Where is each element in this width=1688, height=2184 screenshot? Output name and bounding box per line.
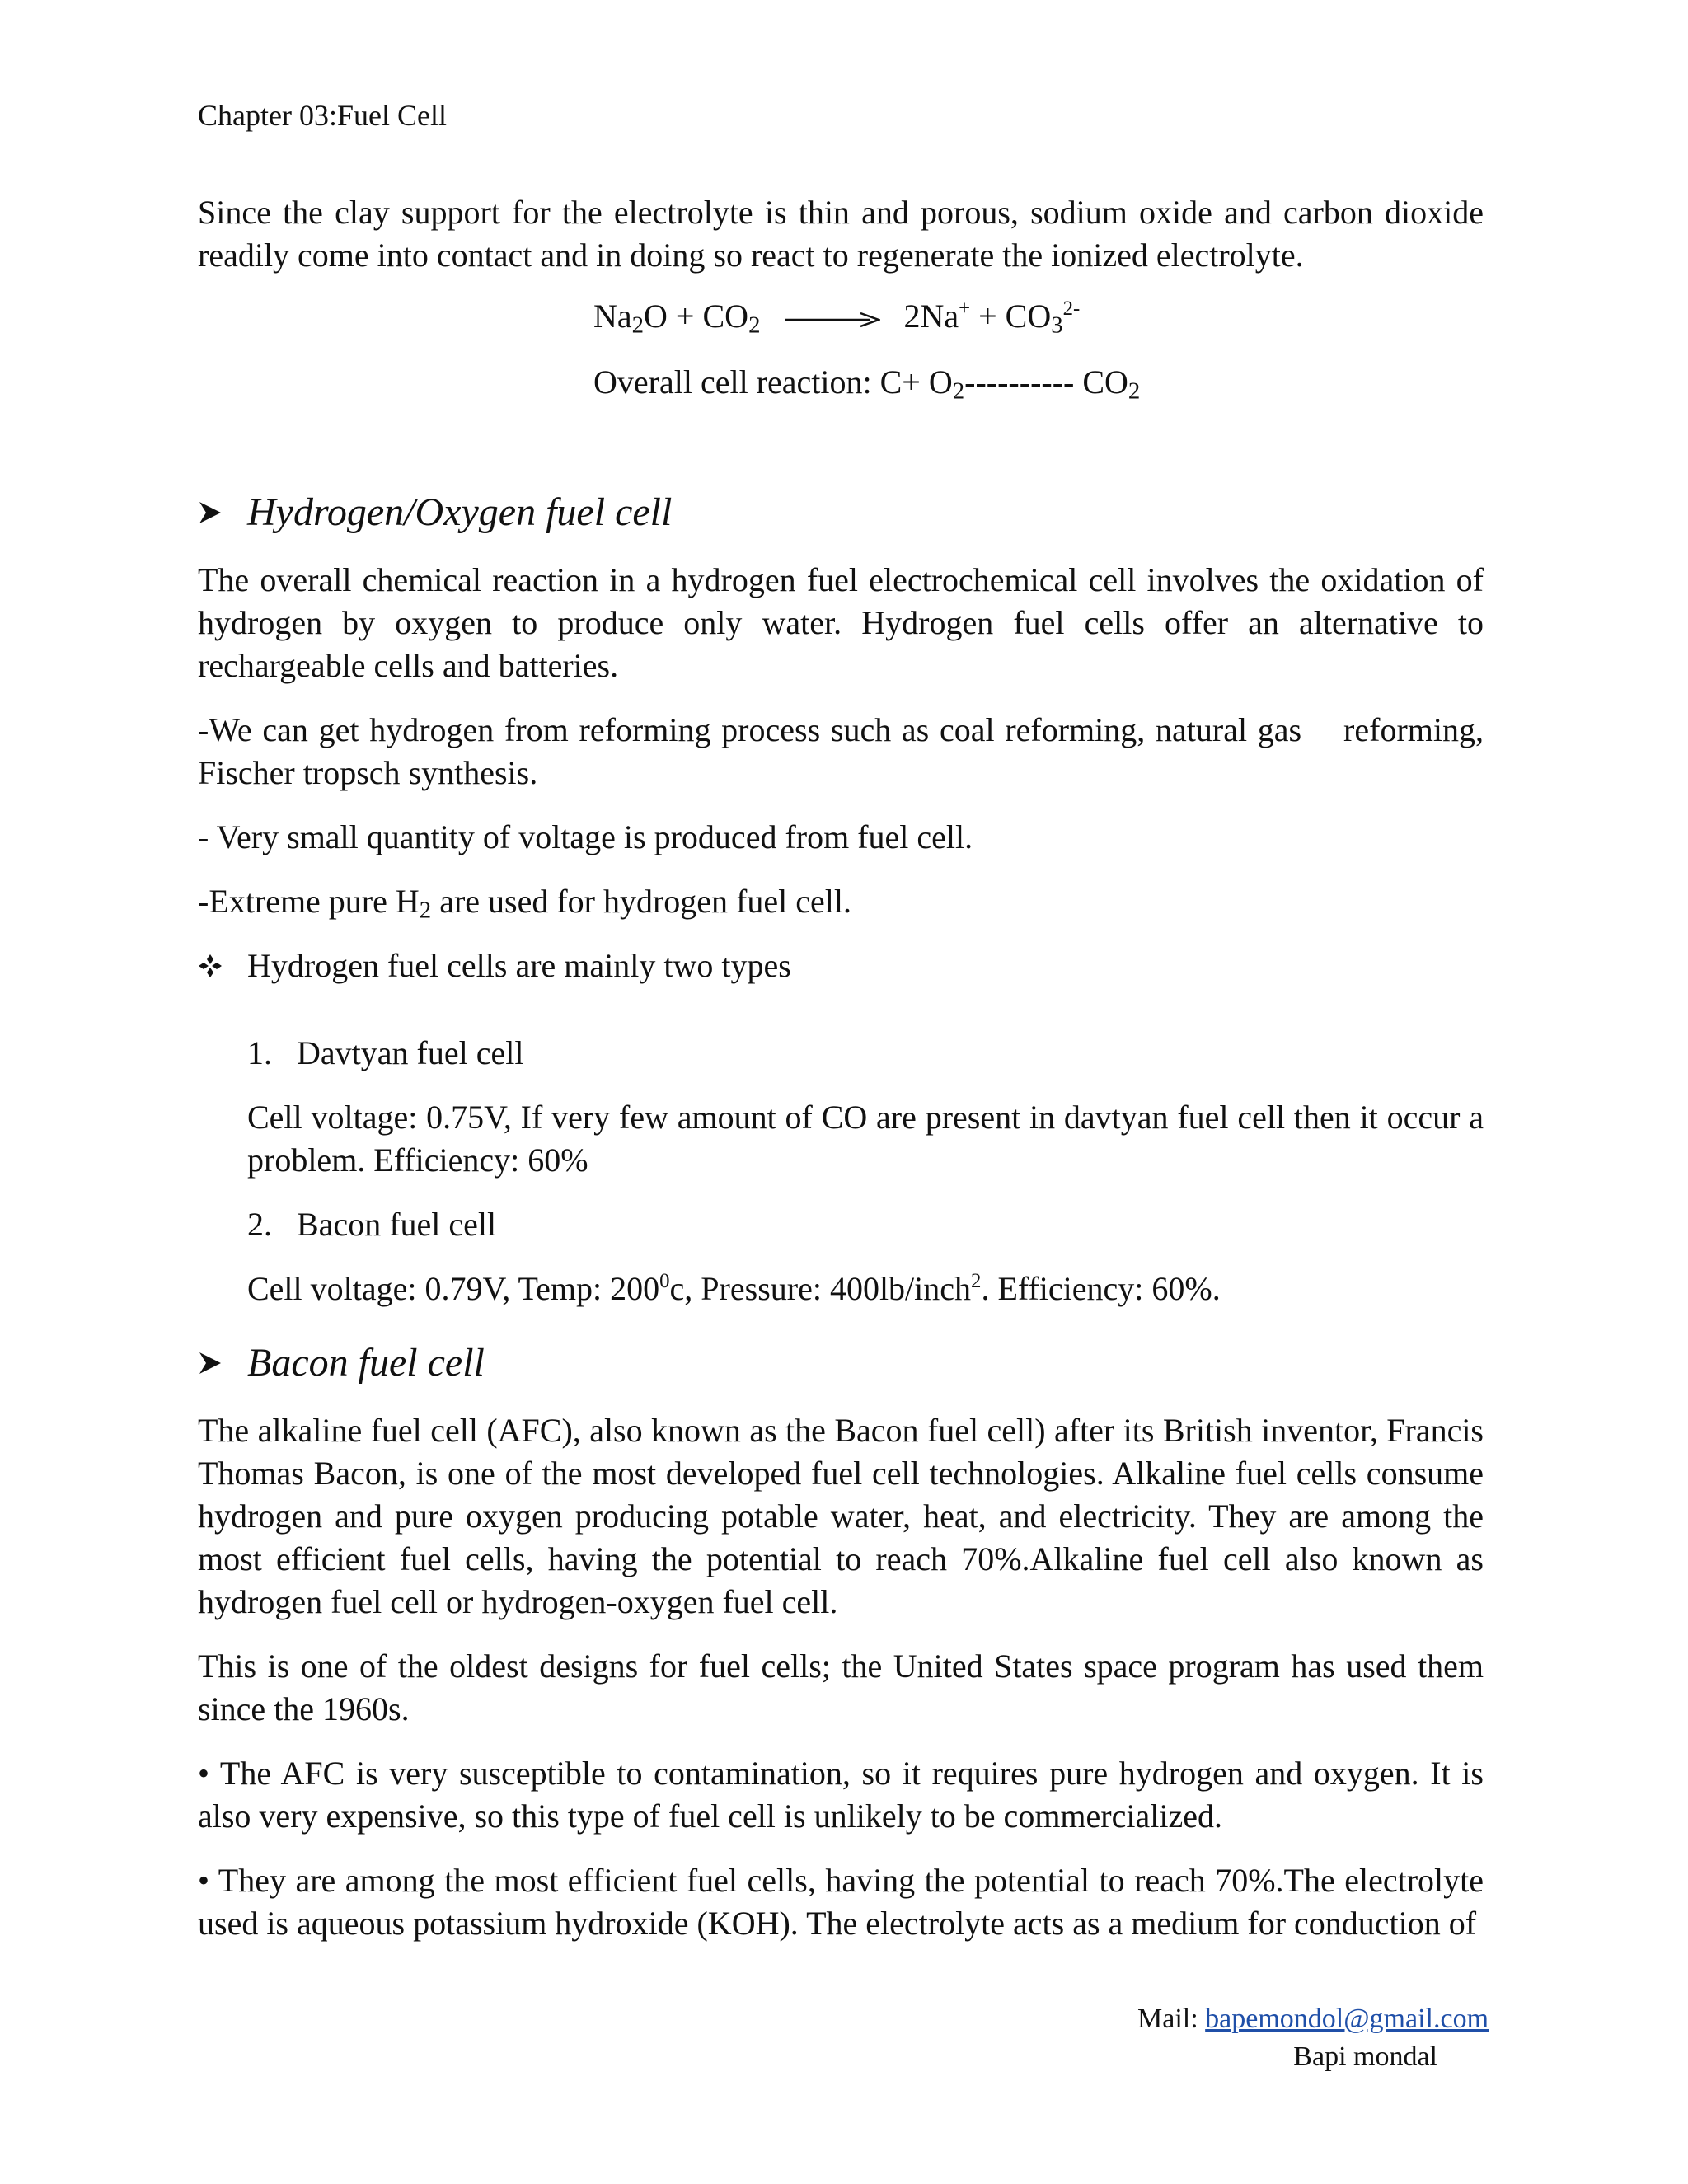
bacon-paragraph-4: • They are among the most efficient fuel cells, having the potential to reach 70%.The electrolyte used is aqueous potassium hydroxide (KOH). The electrolyte acts as a medium for conduction of (198, 1862, 1484, 1942)
list-item: 1. Davtyan fuel cell (247, 1034, 524, 1071)
chapter-header: Chapter 03:Fuel Cell (198, 99, 447, 132)
bacon-paragraph-2: This is one of the oldest designs for fuel cells; the United States space program has used them since the 1960s. (198, 1647, 1484, 1727)
bacon-description: Cell voltage: 0.79V, Temp: $200^0c$, Pressure: 400lb/inch$^2$. Efficiency: 60%. (247, 1270, 1221, 1307)
section-heading-hydrogen-oxygen: Hydrogen/Oxygen fuel cell (198, 488, 1484, 537)
hydrogen-paragraph-2: -We can get hydrogen from reforming process such as coal reforming, natural gas reforming, Fischer tropsch synthesis. (198, 711, 1492, 791)
fuel-cell-types-list (247, 1032, 1484, 1310)
page-content (198, 191, 1492, 1945)
davtyan-description: Cell voltage: 0.75V, If very few amount of CO are present in davtyan fuel cell then it occur a problem. Efficiency: 60% (247, 1099, 1484, 1179)
mail-line: Mail: bapemondol@gmail.com (1137, 2004, 1489, 2034)
list-item: 2. Bacon fuel cell (247, 1206, 497, 1243)
types-intro: Hydrogen fuel cells are mainly two types (198, 944, 1484, 987)
author-name: Bapi mondal (1293, 2041, 1437, 2072)
section-heading-bacon: Bacon fuel cell (198, 1338, 1484, 1388)
arrowhead-bullet-icon (198, 1351, 223, 1376)
hydrogen-paragraph-1: The overall chemical reaction in a hydrogen fuel electrochemical cell involves the oxidation of hydrogen by oxygen to produce only water. Hydrogen fuel cells offer an alternative to rechargeable cells and batteries. (198, 561, 1484, 684)
equation-sodium-oxide: $Na_2O + CO_2$ $2Na^+ + CO_3^{2-}$ (593, 298, 1081, 339)
intro-paragraph: Since the clay support for the electrolyte is thin and porous, sodium oxide and carbon dioxide readily come into contact and in doing so react to regenerate the ionized electrolyte. (198, 194, 1484, 274)
bacon-paragraph-1: The alkaline fuel cell (AFC), also known as the Bacon fuel cell) after its British inventor, Francis Thomas Bacon, is one of the most developed fuel cell technologies. Alkaline fuel cells consume hydrogen and pure oxygen producing potable water, heat, and electricity. They are among the most efficient fuel cells, having the potential to reach 70%.Alkaline fuel cell also known as hydrogen fuel cell or hydrogen-oxygen fuel cell. (198, 1412, 1484, 1620)
email-link[interactable]: bapemondol@gmail.com (1205, 2004, 1489, 2034)
hydrogen-paragraph-3: - Very small quantity of voltage is produced from fuel cell. (198, 818, 973, 855)
reaction-arrow-icon (785, 312, 880, 328)
page-footer (1137, 2001, 1489, 2075)
equation-overall-reaction: Overall cell reaction: $C+ O_2----------$ $CO_2$ (593, 363, 1141, 405)
hydrogen-paragraph-4: -Extreme pure $H_2$ are used for hydrogen fuel cell. (198, 883, 851, 924)
bacon-paragraph-3: • The AFC is very susceptible to contamination, so it requires pure hydrogen and oxygen. It is also very expensive, so this type of fuel cell is unlikely to be commercialized. (198, 1755, 1484, 1835)
diamond-bullet-icon (198, 954, 223, 978)
arrowhead-bullet-icon (198, 500, 223, 525)
